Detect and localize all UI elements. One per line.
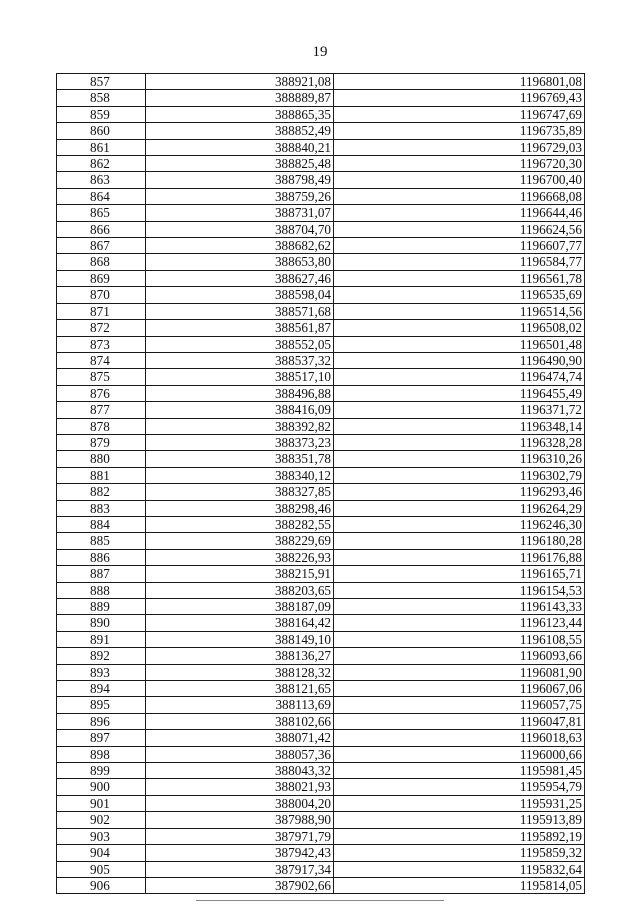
- point-number-cell: 889: [57, 599, 146, 615]
- x-coordinate-cell: 388215,91: [146, 566, 334, 582]
- x-coordinate-cell: 388021,93: [146, 779, 334, 795]
- x-coordinate-cell: 388164,42: [146, 615, 334, 631]
- point-number-cell: 863: [57, 172, 146, 188]
- point-number-cell: 901: [57, 795, 146, 811]
- y-coordinate-cell: 1195814,05: [334, 877, 585, 893]
- y-coordinate-cell: 1196490,90: [334, 352, 585, 368]
- y-coordinate-cell: 1196535,69: [334, 287, 585, 303]
- table-row: [57, 123, 585, 139]
- table-row: [57, 254, 585, 270]
- x-coordinate-cell: 388229,69: [146, 533, 334, 549]
- y-coordinate-cell: 1196455,49: [334, 385, 585, 401]
- point-number-cell: 886: [57, 549, 146, 565]
- x-coordinate-cell: 388840,21: [146, 139, 334, 155]
- x-coordinate-cell: 387971,79: [146, 828, 334, 844]
- point-number-cell: 884: [57, 516, 146, 532]
- table-row: [57, 287, 585, 303]
- x-coordinate-cell: 388537,32: [146, 352, 334, 368]
- point-number-cell: 895: [57, 697, 146, 713]
- y-coordinate-cell: 1196143,33: [334, 599, 585, 615]
- point-number-cell: 903: [57, 828, 146, 844]
- x-coordinate-cell: 388071,42: [146, 730, 334, 746]
- y-coordinate-cell: 1196371,72: [334, 402, 585, 418]
- table-row: [57, 385, 585, 401]
- y-coordinate-cell: 1196154,53: [334, 582, 585, 598]
- table-row: [57, 270, 585, 286]
- point-number-cell: 881: [57, 467, 146, 483]
- table-row: [57, 418, 585, 434]
- page-number: 19: [312, 44, 328, 60]
- point-number-cell: 900: [57, 779, 146, 795]
- point-number-cell: 861: [57, 139, 146, 155]
- x-coordinate-cell: 387902,66: [146, 877, 334, 893]
- y-coordinate-cell: 1196123,44: [334, 615, 585, 631]
- y-coordinate-cell: 1196180,28: [334, 533, 585, 549]
- table-row: [57, 533, 585, 549]
- table-row: [57, 812, 585, 828]
- table-row: [57, 205, 585, 221]
- point-number-cell: 860: [57, 123, 146, 139]
- table-row: [57, 434, 585, 450]
- x-coordinate-cell: 388128,32: [146, 664, 334, 680]
- y-coordinate-cell: 1195913,89: [334, 812, 585, 828]
- point-number-cell: 862: [57, 156, 146, 172]
- table-row: [57, 566, 585, 582]
- table-row: [57, 697, 585, 713]
- point-number-cell: 877: [57, 402, 146, 418]
- point-number-cell: 893: [57, 664, 146, 680]
- point-number-cell: 866: [57, 221, 146, 237]
- table-row: [57, 90, 585, 106]
- point-number-cell: 904: [57, 845, 146, 861]
- y-coordinate-cell: 1196729,03: [334, 139, 585, 155]
- point-number-cell: 873: [57, 336, 146, 352]
- point-number-cell: 887: [57, 566, 146, 582]
- x-coordinate-cell: 387988,90: [146, 812, 334, 828]
- table-row: [57, 369, 585, 385]
- point-number-cell: 868: [57, 254, 146, 270]
- x-coordinate-cell: 388552,05: [146, 336, 334, 352]
- table-row: [57, 336, 585, 352]
- x-coordinate-cell: 388298,46: [146, 500, 334, 516]
- x-coordinate-cell: 388121,65: [146, 681, 334, 697]
- point-number-cell: 888: [57, 582, 146, 598]
- point-number-cell: 857: [57, 74, 146, 90]
- table-row: [57, 500, 585, 516]
- y-coordinate-cell: 1196000,66: [334, 746, 585, 762]
- table-row: [57, 779, 585, 795]
- table-row: [57, 631, 585, 647]
- y-coordinate-cell: 1196328,28: [334, 434, 585, 450]
- point-number-cell: 869: [57, 270, 146, 286]
- table-row: [57, 106, 585, 122]
- y-coordinate-cell: 1196668,08: [334, 188, 585, 204]
- y-coordinate-cell: 1196735,89: [334, 123, 585, 139]
- x-coordinate-cell: 388704,70: [146, 221, 334, 237]
- y-coordinate-cell: 1196801,08: [334, 74, 585, 90]
- x-coordinate-cell: 387917,34: [146, 861, 334, 877]
- x-coordinate-cell: 388571,68: [146, 303, 334, 319]
- point-number-cell: 880: [57, 451, 146, 467]
- point-number-cell: 896: [57, 713, 146, 729]
- x-coordinate-cell: 388043,32: [146, 763, 334, 779]
- table-row: [57, 484, 585, 500]
- point-number-cell: 892: [57, 648, 146, 664]
- x-coordinate-cell: 388921,08: [146, 74, 334, 90]
- x-coordinate-cell: 388865,35: [146, 106, 334, 122]
- x-coordinate-cell: 388187,09: [146, 599, 334, 615]
- y-coordinate-cell: 1196302,79: [334, 467, 585, 483]
- table-row: [57, 549, 585, 565]
- table-row: [57, 615, 585, 631]
- y-coordinate-cell: 1196700,40: [334, 172, 585, 188]
- point-number-cell: 876: [57, 385, 146, 401]
- y-coordinate-cell: 1196293,46: [334, 484, 585, 500]
- x-coordinate-cell: 388057,36: [146, 746, 334, 762]
- x-coordinate-cell: 388517,10: [146, 369, 334, 385]
- table-row: [57, 795, 585, 811]
- point-number-cell: 864: [57, 188, 146, 204]
- x-coordinate-cell: 388113,69: [146, 697, 334, 713]
- point-number-cell: 897: [57, 730, 146, 746]
- x-coordinate-cell: 388496,88: [146, 385, 334, 401]
- point-number-cell: 890: [57, 615, 146, 631]
- table-row: [57, 599, 585, 615]
- point-number-cell: 882: [57, 484, 146, 500]
- x-coordinate-cell: 388889,87: [146, 90, 334, 106]
- point-number-cell: 858: [57, 90, 146, 106]
- y-coordinate-cell: 1196165,71: [334, 566, 585, 582]
- y-coordinate-cell: 1195892,19: [334, 828, 585, 844]
- table-row: [57, 451, 585, 467]
- y-coordinate-cell: 1196644,46: [334, 205, 585, 221]
- point-number-cell: 878: [57, 418, 146, 434]
- table-row: [57, 730, 585, 746]
- y-coordinate-cell: 1196246,30: [334, 516, 585, 532]
- x-coordinate-cell: 388561,87: [146, 320, 334, 336]
- table-row: [57, 74, 585, 90]
- y-coordinate-cell: 1196018,63: [334, 730, 585, 746]
- y-coordinate-cell: 1196501,48: [334, 336, 585, 352]
- table-row: [57, 763, 585, 779]
- x-coordinate-cell: 388825,48: [146, 156, 334, 172]
- y-coordinate-cell: 1196607,77: [334, 238, 585, 254]
- table-row: [57, 713, 585, 729]
- y-coordinate-cell: 1196047,81: [334, 713, 585, 729]
- y-coordinate-cell: 1195954,79: [334, 779, 585, 795]
- point-number-cell: 879: [57, 434, 146, 450]
- x-coordinate-cell: 388852,49: [146, 123, 334, 139]
- x-coordinate-cell: 388327,85: [146, 484, 334, 500]
- point-number-cell: 902: [57, 812, 146, 828]
- x-coordinate-cell: 388136,27: [146, 648, 334, 664]
- y-coordinate-cell: 1196508,02: [334, 320, 585, 336]
- y-coordinate-cell: 1195981,45: [334, 763, 585, 779]
- x-coordinate-cell: 387942,43: [146, 845, 334, 861]
- table-row: [57, 156, 585, 172]
- y-coordinate-cell: 1196108,55: [334, 631, 585, 647]
- x-coordinate-cell: 388392,82: [146, 418, 334, 434]
- y-coordinate-cell: 1196176,88: [334, 549, 585, 565]
- table-row: [57, 467, 585, 483]
- x-coordinate-cell: 388682,62: [146, 238, 334, 254]
- y-coordinate-cell: 1196720,30: [334, 156, 585, 172]
- table-row: [57, 221, 585, 237]
- y-coordinate-cell: 1195832,64: [334, 861, 585, 877]
- footer-divider: [196, 900, 444, 901]
- point-number-cell: 859: [57, 106, 146, 122]
- y-coordinate-cell: 1195931,25: [334, 795, 585, 811]
- table-row: [57, 681, 585, 697]
- point-number-cell: 899: [57, 763, 146, 779]
- table-row: [57, 303, 585, 319]
- y-coordinate-cell: 1196057,75: [334, 697, 585, 713]
- y-coordinate-cell: 1196081,90: [334, 664, 585, 680]
- point-number-cell: 870: [57, 287, 146, 303]
- table-row: [57, 828, 585, 844]
- y-coordinate-cell: 1196769,43: [334, 90, 585, 106]
- y-coordinate-cell: 1196093,66: [334, 648, 585, 664]
- table-row: [57, 582, 585, 598]
- x-coordinate-cell: 388373,23: [146, 434, 334, 450]
- x-coordinate-cell: 388759,26: [146, 188, 334, 204]
- table-row: [57, 746, 585, 762]
- table-row: [57, 320, 585, 336]
- point-number-cell: 865: [57, 205, 146, 221]
- y-coordinate-cell: 1196561,78: [334, 270, 585, 286]
- x-coordinate-cell: 388798,49: [146, 172, 334, 188]
- table-row: [57, 516, 585, 532]
- point-number-cell: 905: [57, 861, 146, 877]
- point-number-cell: 885: [57, 533, 146, 549]
- point-number-cell: 894: [57, 681, 146, 697]
- x-coordinate-cell: 388282,55: [146, 516, 334, 532]
- x-coordinate-cell: 388226,93: [146, 549, 334, 565]
- x-coordinate-cell: 388627,46: [146, 270, 334, 286]
- y-coordinate-cell: 1196474,74: [334, 369, 585, 385]
- table-row: [57, 139, 585, 155]
- table-row: [57, 877, 585, 893]
- x-coordinate-cell: 388102,66: [146, 713, 334, 729]
- x-coordinate-cell: 388653,80: [146, 254, 334, 270]
- x-coordinate-cell: 388351,78: [146, 451, 334, 467]
- y-coordinate-cell: 1196514,56: [334, 303, 585, 319]
- y-coordinate-cell: 1196624,56: [334, 221, 585, 237]
- table-row: [57, 172, 585, 188]
- point-number-cell: 898: [57, 746, 146, 762]
- y-coordinate-cell: 1195859,32: [334, 845, 585, 861]
- table-row: [57, 845, 585, 861]
- table-row: [57, 664, 585, 680]
- y-coordinate-cell: 1196747,69: [334, 106, 585, 122]
- point-number-cell: 883: [57, 500, 146, 516]
- x-coordinate-cell: 388731,07: [146, 205, 334, 221]
- x-coordinate-cell: 388149,10: [146, 631, 334, 647]
- y-coordinate-cell: 1196067,06: [334, 681, 585, 697]
- table-row: [57, 238, 585, 254]
- y-coordinate-cell: 1196264,29: [334, 500, 585, 516]
- point-number-cell: 906: [57, 877, 146, 893]
- table-row: [57, 648, 585, 664]
- point-number-cell: 891: [57, 631, 146, 647]
- table-row: [57, 861, 585, 877]
- x-coordinate-cell: 388598,04: [146, 287, 334, 303]
- x-coordinate-cell: 388203,65: [146, 582, 334, 598]
- table-row: [57, 352, 585, 368]
- x-coordinate-cell: 388004,20: [146, 795, 334, 811]
- y-coordinate-cell: 1196584,77: [334, 254, 585, 270]
- y-coordinate-cell: 1196310,26: [334, 451, 585, 467]
- point-number-cell: 874: [57, 352, 146, 368]
- table-row: [57, 188, 585, 204]
- point-number-cell: 871: [57, 303, 146, 319]
- x-coordinate-cell: 388416,09: [146, 402, 334, 418]
- y-coordinate-cell: 1196348,14: [334, 418, 585, 434]
- x-coordinate-cell: 388340,12: [146, 467, 334, 483]
- coordinates-table-body: [57, 74, 585, 894]
- table-row: [57, 402, 585, 418]
- coordinates-table: [56, 73, 585, 894]
- point-number-cell: 872: [57, 320, 146, 336]
- point-number-cell: 867: [57, 238, 146, 254]
- point-number-cell: 875: [57, 369, 146, 385]
